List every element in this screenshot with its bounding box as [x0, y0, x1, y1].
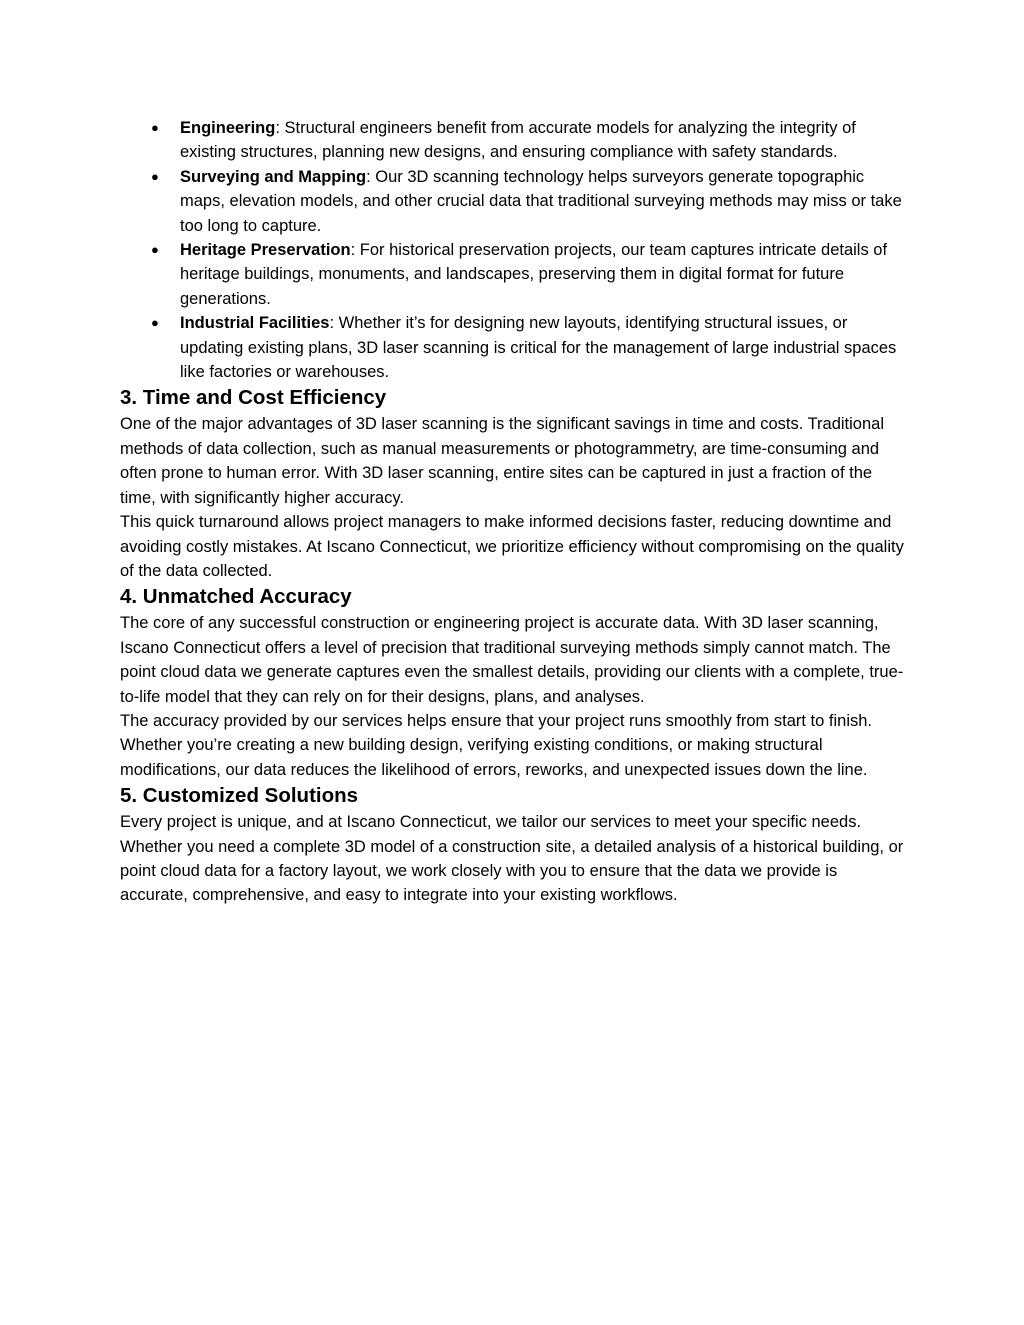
section-unmatched-accuracy: [120, 583, 904, 782]
list-item-text: : For historical preservation projects, our team captures intricate details of heritage buildings, monuments, and landscapes, preserving them in digital format for future generations.: [180, 241, 888, 308]
body-paragraph: The core of any successful construction or engineering project is accurate data. With 3D laser scanning, Iscano Connecticut offers a level of precision that traditional surveying methods simply cannot match. The point cloud data we generate captures even the smallest details, providing our clients with a complete, true-to-life model that they can rely on for their designs, plans, and analyses.: [120, 614, 904, 706]
list-item-text: : Our 3D scanning technology helps surveyors generate topographic maps, elevation models, and other crucial data that traditional surveying methods may miss or take too long to capture.: [180, 167, 902, 235]
section-customized-solutions: [120, 782, 904, 908]
list-item-term: Industrial Facilities: [180, 314, 330, 333]
bullet-icon: ●: [151, 120, 159, 135]
body-paragraph: Every project is unique, and at Iscano Connecticut, we tailor our services to meet your specific needs. Whether you need a complete 3D model of a construction site, a detailed analysis of a historical building, or point cloud data for a factory layout, we work closely with you to ensure that the data we provide is accurate, comprehensive, and easy to integrate into your existing workflows.: [120, 813, 904, 905]
list-item: [120, 165, 904, 238]
bullet-icon: ●: [151, 242, 159, 258]
body-paragraph: The accuracy provided by our services helps ensure that your project runs smoothly from start to finish. Whether you’re creating a new building design, verifying existing conditions, or making structural modifications, our data reduces the likelihood of errors, reworks, and unexpected issues down the line.: [120, 711, 872, 779]
list-item-text: : Whether it’s for designing new layouts, identifying structural issues, or updating existing plans, 3D laser scanning is critical for the management of large industrial spaces like factories or warehouses.: [180, 314, 897, 382]
list-item-text: : Structural engineers benefit from accurate models for analyzing the integrity of existing structures, planning new designs, and ensuring compliance with safety standards.: [180, 119, 856, 162]
list-item: [120, 116, 904, 165]
section-heading: 4. Unmatched Accuracy: [120, 585, 352, 609]
list-item-term: Heritage Preservation: [180, 241, 351, 260]
list-item-term: Engineering: [180, 119, 276, 137]
list-item: [120, 311, 904, 384]
list-item: [120, 238, 904, 311]
body-paragraph: This quick turnaround allows project managers to make informed decisions faster, reducing downtime and avoiding costly mistakes. At Iscano Connecticut, we prioritize efficiency without compromising on the quality of the data collected.: [120, 513, 904, 580]
section-heading: 3. Time and Cost Efficiency: [120, 386, 387, 410]
list-item-term: Surveying and Mapping: [180, 167, 367, 186]
body-paragraph: One of the major advantages of 3D laser scanning is the significant savings in time and costs. Traditional methods of data collection, such as manual measurements or photogrammetry, are time-consuming and often prone to human error. With 3D laser scanning, entire sites can be captured in just a fraction of the time, with significantly higher accuracy.: [120, 415, 884, 507]
section-time-cost-efficiency: [120, 384, 904, 583]
application-bullet-list: [120, 116, 904, 384]
bullet-icon: ●: [151, 315, 159, 331]
bullet-icon: ●: [151, 168, 159, 184]
section-heading: 5. Customized Solutions: [120, 784, 359, 808]
